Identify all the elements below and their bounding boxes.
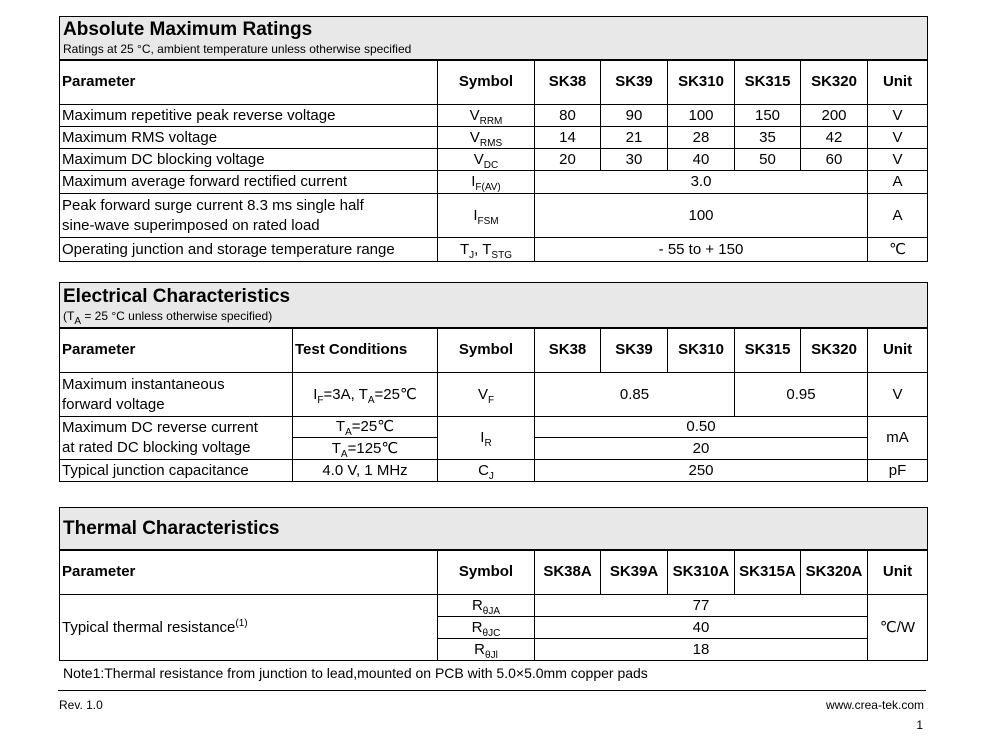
- unit-cell: V: [868, 127, 928, 149]
- param-tj: Operating junction and storage temperature range: [60, 238, 438, 262]
- tc-sub: A: [367, 394, 375, 406]
- param-thermal-resistance: [60, 595, 438, 661]
- test-condition-ir-2: [293, 438, 438, 460]
- th-header-model: SK38A: [535, 550, 601, 595]
- value-cell: 20: [535, 438, 868, 460]
- symbol-ir: [438, 417, 535, 460]
- footer-divider: [58, 690, 926, 691]
- symbol-rthjc: [438, 617, 535, 639]
- symbol-vdc: [438, 149, 535, 171]
- table-row: [60, 194, 928, 238]
- symbol-sub: FSM: [477, 215, 499, 227]
- param-line: sine-wave superimposed on rated load: [62, 216, 320, 234]
- value-cell: 42: [801, 127, 868, 149]
- ec-header-model: SK310: [668, 328, 735, 373]
- ec-header-model: SK315: [735, 328, 801, 373]
- unit-cell: A: [868, 171, 928, 194]
- ec-title-cell: [60, 283, 928, 328]
- th-header-parameter: Parameter: [60, 550, 438, 595]
- th-header-unit: Unit: [868, 550, 928, 595]
- param-ir: [60, 417, 293, 460]
- unit-cell: V: [868, 105, 928, 127]
- tc-sub: A: [340, 448, 348, 460]
- symbol-main: I: [473, 206, 478, 224]
- table-row: [60, 238, 928, 262]
- tc-sub: F: [317, 394, 324, 406]
- tc-part: =25℃: [351, 418, 395, 435]
- tc-part: =3A, T: [323, 385, 368, 403]
- symbol-sub: θJC: [482, 627, 501, 639]
- tc-part: =125℃: [347, 439, 399, 457]
- th-header-model: SK315A: [735, 550, 801, 595]
- param-vdc: Maximum DC blocking voltage: [60, 149, 438, 171]
- value-cell: 30: [601, 149, 668, 171]
- unit-cell: ℃: [868, 238, 928, 262]
- test-condition-vf: [293, 373, 438, 417]
- value-cell: 90: [601, 105, 668, 127]
- table-row: [60, 105, 928, 127]
- ec-subtitle-pre: (T: [63, 309, 75, 324]
- symbol-main: I: [471, 173, 476, 190]
- param-text: Typical thermal resistance: [62, 618, 236, 636]
- param-ifav: Maximum average forward rectified current: [60, 171, 438, 194]
- thermal-characteristics-table: [59, 507, 928, 661]
- value-cell: 28: [668, 127, 735, 149]
- symbol-tj: [438, 238, 535, 262]
- value-cell: - 55 to + 150: [535, 238, 868, 262]
- value-cell: 80: [535, 105, 601, 127]
- value-cell: 0.95: [735, 373, 868, 417]
- symbol-cj: [438, 460, 535, 482]
- symbol-main: T: [482, 240, 492, 258]
- value-cell: 35: [735, 127, 801, 149]
- table-row: [60, 460, 928, 482]
- thermal-footnote: Note1:Thermal resistance from junction to lead,mounted on PCB with 5.0×5.0mm copper pads: [63, 665, 648, 681]
- tc-part: T: [335, 418, 346, 435]
- symbol-sub: STG: [491, 249, 512, 261]
- th-title-cell: [60, 508, 928, 550]
- th-header-symbol: Symbol: [438, 550, 535, 595]
- value-cell: 77: [535, 595, 868, 617]
- symbol-vrms: [438, 127, 535, 149]
- param-vrrm: Maximum repetitive peak reverse voltage: [60, 105, 438, 127]
- value-cell: 60: [801, 149, 868, 171]
- amr-title: Absolute Maximum Ratings: [63, 19, 313, 41]
- symbol-sub: J: [488, 470, 494, 482]
- value-cell: 0.85: [535, 373, 735, 417]
- symbol-main: I: [480, 429, 485, 446]
- symbol-sub: F(AV): [475, 182, 501, 193]
- unit-cell: V: [868, 149, 928, 171]
- tc-part: =25℃: [374, 385, 417, 403]
- symbol-sub: θJA: [482, 605, 501, 617]
- amr-header-parameter: Parameter: [60, 60, 438, 105]
- symbol-main: V: [477, 385, 488, 403]
- param-line: Maximum DC reverse current: [62, 419, 258, 436]
- ec-header-test-conditions: Test Conditions: [293, 328, 438, 373]
- th-title: Thermal Characteristics: [63, 517, 280, 539]
- amr-header-model: SK39: [601, 60, 668, 105]
- ec-header-model: SK38: [535, 328, 601, 373]
- value-cell: 14: [535, 127, 601, 149]
- param-ifsm: [60, 194, 438, 238]
- ec-header-symbol: Symbol: [438, 328, 535, 373]
- amr-title-cell: [60, 17, 928, 60]
- symbol-main: C: [478, 461, 489, 479]
- symbol-separator: ,: [474, 240, 483, 258]
- symbol-main: R: [474, 640, 486, 658]
- symbol-sub: R: [484, 438, 492, 449]
- ec-subtitle-post: = 25 °C unless otherwise specified): [81, 309, 273, 324]
- th-header-model: SK39A: [601, 550, 668, 595]
- symbol-sub: RMS: [479, 137, 503, 149]
- amr-header-model: SK310: [668, 60, 735, 105]
- unit-cell: pF: [868, 460, 928, 482]
- ec-header-unit: Unit: [868, 328, 928, 373]
- value-cell: 18: [535, 639, 868, 661]
- param-vf: [60, 373, 293, 417]
- unit-cell: V: [868, 373, 928, 417]
- symbol-main: V: [469, 106, 480, 124]
- symbol-vrrm: [438, 105, 535, 127]
- param-cj: Typical junction capacitance: [60, 460, 293, 482]
- table-row: [60, 417, 928, 438]
- amr-header-model: SK38: [535, 60, 601, 105]
- symbol-sub: θJl: [485, 649, 498, 661]
- th-header-model: SK310A: [668, 550, 735, 595]
- th-header-model: SK320A: [801, 550, 868, 595]
- amr-header-symbol: Symbol: [438, 60, 535, 105]
- amr-header-unit: Unit: [868, 60, 928, 105]
- test-condition-cj: 4.0 V, 1 MHz: [293, 460, 438, 482]
- electrical-characteristics-table: [59, 282, 928, 482]
- table-row: [60, 127, 928, 149]
- param-line: Peak forward surge current 8.3 ms single half: [62, 196, 364, 214]
- table-row: [60, 171, 928, 194]
- symbol-sub: F: [487, 394, 495, 406]
- symbol-sub: J: [469, 249, 475, 261]
- footnote-marker: (1): [235, 617, 248, 629]
- unit-cell: A: [868, 194, 928, 238]
- symbol-rthja: [438, 595, 535, 617]
- website-link[interactable]: www.crea-tek.com: [825, 698, 924, 712]
- value-cell: 21: [601, 127, 668, 149]
- symbol-rthjl: [438, 639, 535, 661]
- table-row: [60, 595, 928, 617]
- param-line: Maximum instantaneous: [62, 375, 225, 393]
- symbol-main: V: [469, 128, 480, 146]
- symbol-sub: DC: [483, 159, 499, 171]
- ec-subtitle-sub: A: [74, 316, 81, 328]
- tc-part: T: [331, 439, 341, 457]
- symbol-sub: RRM: [479, 115, 503, 127]
- value-cell: 150: [735, 105, 801, 127]
- unit-cell: mA: [868, 417, 928, 460]
- symbol-ifsm: [438, 194, 535, 238]
- value-cell: 40: [668, 149, 735, 171]
- symbol-main: R: [471, 596, 483, 614]
- value-cell: 50: [735, 149, 801, 171]
- value-cell: 100: [535, 194, 868, 238]
- symbol-main: R: [471, 618, 483, 636]
- amr-header-model: SK320: [801, 60, 868, 105]
- ec-title: Electrical Characteristics: [63, 286, 291, 308]
- symbol-ifav: [438, 171, 535, 194]
- value-cell: 250: [535, 460, 868, 482]
- page-number: 1: [916, 718, 923, 732]
- value-cell: 100: [668, 105, 735, 127]
- symbol-main: T: [460, 240, 470, 258]
- ec-subtitle: [63, 308, 924, 328]
- param-vrms: Maximum RMS voltage: [60, 127, 438, 149]
- tc-sub: A: [345, 427, 352, 438]
- table-row: [60, 373, 928, 417]
- ec-header-model: SK320: [801, 328, 868, 373]
- ec-header-model: SK39: [601, 328, 668, 373]
- amr-subtitle: Ratings at 25 °C, ambient temperature unless otherwise specified: [63, 42, 412, 57]
- tc-part: I: [313, 385, 318, 403]
- value-cell: 3.0: [535, 171, 868, 194]
- param-line: at rated DC blocking voltage: [62, 439, 251, 456]
- revision-label: Rev. 1.0: [59, 698, 103, 712]
- unit-cell: ℃/W: [868, 595, 928, 661]
- absolute-maximum-ratings-table: [59, 16, 928, 262]
- value-cell: 40: [535, 617, 868, 639]
- ec-header-parameter: Parameter: [60, 328, 293, 373]
- value-cell: 0.50: [535, 417, 868, 438]
- test-condition-ir-1: [293, 417, 438, 438]
- amr-header-model: SK315: [735, 60, 801, 105]
- symbol-main: V: [473, 150, 484, 168]
- value-cell: 20: [535, 149, 601, 171]
- table-row: [60, 149, 928, 171]
- symbol-vf: [438, 373, 535, 417]
- param-line: forward voltage: [62, 395, 165, 413]
- value-cell: 200: [801, 105, 868, 127]
